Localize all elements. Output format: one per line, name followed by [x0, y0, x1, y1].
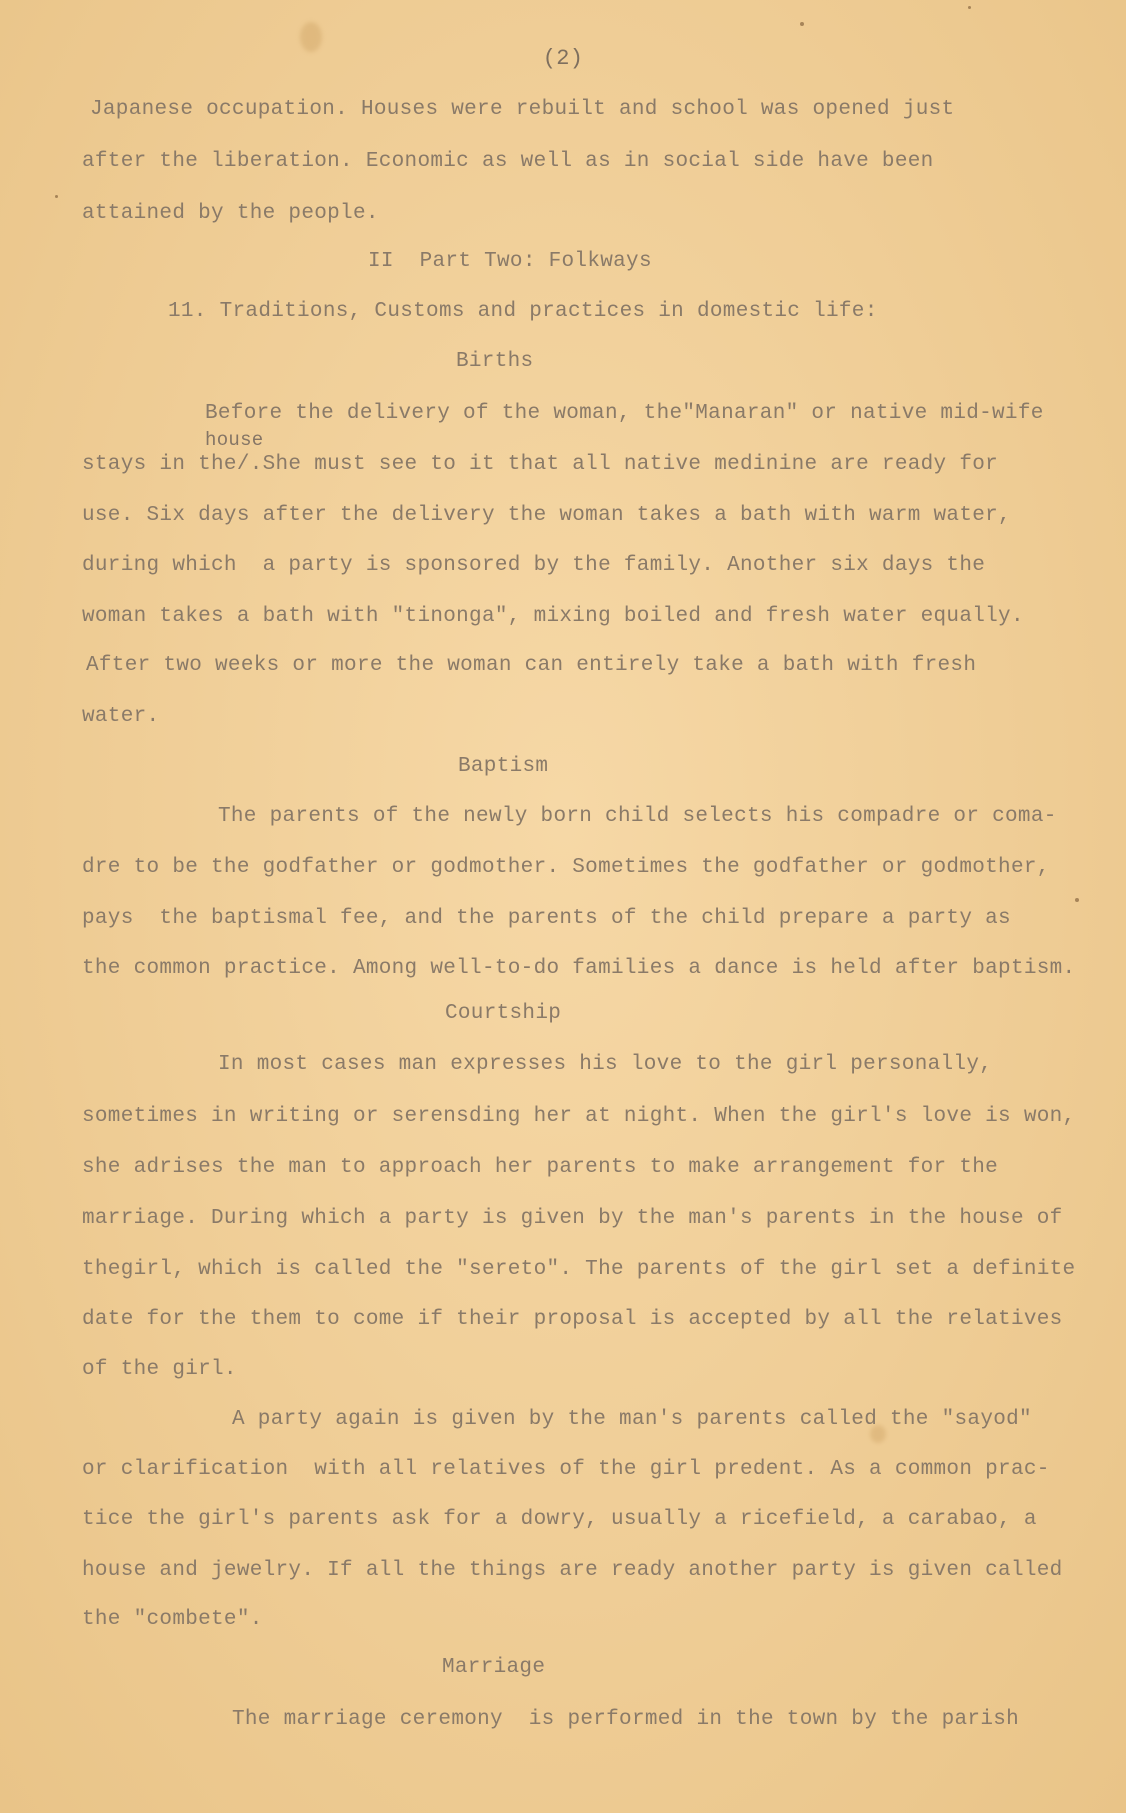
- baptism-heading: Baptism: [458, 755, 549, 778]
- courtship-line: house and jewelry. If all the things are ready another party is given called: [82, 1559, 1063, 1582]
- births-heading: Births: [456, 350, 534, 373]
- paper-speck: [1075, 898, 1079, 902]
- courtship-line: of the girl.: [82, 1358, 237, 1381]
- courtship-line: In most cases man expresses his love to the girl personally,: [218, 1053, 993, 1076]
- paper-speck: [800, 22, 804, 26]
- baptism-line: The parents of the newly born child selects his compadre or coma-: [218, 805, 1057, 828]
- births-line: during which a party is sponsored by the family. Another six days the: [82, 554, 986, 577]
- courtship-line: or clarification with all relatives of the girl predent. As a common prac-: [82, 1458, 1050, 1481]
- courtship-line: date for the them to come if their proposal is accepted by all the relatives: [82, 1308, 1063, 1331]
- baptism-line: pays the baptismal fee, and the parents of the child prepare a party as: [82, 907, 1011, 930]
- births-line: Before the delivery of the woman, the"Manaran" or native mid-wife: [205, 402, 1044, 425]
- courtship-line: she adrises the man to approach her parents to make arrangement for the: [82, 1156, 999, 1179]
- baptism-line: dre to be the godfather or godmother. Sometimes the godfather or godmother,: [82, 856, 1050, 879]
- paper-speck: [968, 6, 971, 9]
- marriage-heading: Marriage: [442, 1656, 546, 1679]
- births-line: stays in the/.She must see to it that all native medinine are ready for: [82, 453, 999, 476]
- section-heading: 11. Traditions, Customs and practices in domestic life:: [168, 300, 878, 323]
- births-inserted-word: house: [205, 429, 264, 451]
- births-line: woman takes a bath with "tinonga", mixing boiled and fresh water equally.: [82, 605, 1024, 628]
- part-heading: II Part Two: Folkways: [368, 250, 652, 273]
- courtship-line: marriage. During which a party is given by the man's parents in the house of: [82, 1207, 1063, 1230]
- intro-line: attained by the people.: [82, 202, 379, 225]
- courtship-line: sometimes in writing or serensding her at night. When the girl's love is won,: [82, 1105, 1076, 1128]
- births-line: After two weeks or more the woman can entirely take a bath with fresh: [86, 654, 977, 677]
- marriage-line: The marriage ceremony is performed in the town by the parish: [232, 1708, 1020, 1731]
- intro-line: after the liberation. Economic as well as in social side have been: [82, 150, 934, 173]
- baptism-line: the common practice. Among well-to-do families a dance is held after baptism.: [82, 957, 1076, 980]
- courtship-heading: Courtship: [445, 1002, 562, 1025]
- page-number: (2): [542, 46, 584, 71]
- births-line: use. Six days after the delivery the woman takes a bath with warm water,: [82, 504, 1011, 527]
- courtship-line: thegirl, which is called the "sereto". The parents of the girl set a definite: [82, 1258, 1076, 1281]
- courtship-line: the "combete".: [82, 1608, 263, 1631]
- births-line: water.: [82, 705, 160, 728]
- courtship-line: tice the girl's parents ask for a dowry, usually a ricefield, a carabao, a: [82, 1508, 1037, 1531]
- paper-speck: [55, 195, 58, 198]
- courtship-line: A party again is given by the man's parents called the "sayod": [232, 1408, 1032, 1431]
- intro-line: Japanese occupation. Houses were rebuilt and school was opened just: [90, 98, 955, 121]
